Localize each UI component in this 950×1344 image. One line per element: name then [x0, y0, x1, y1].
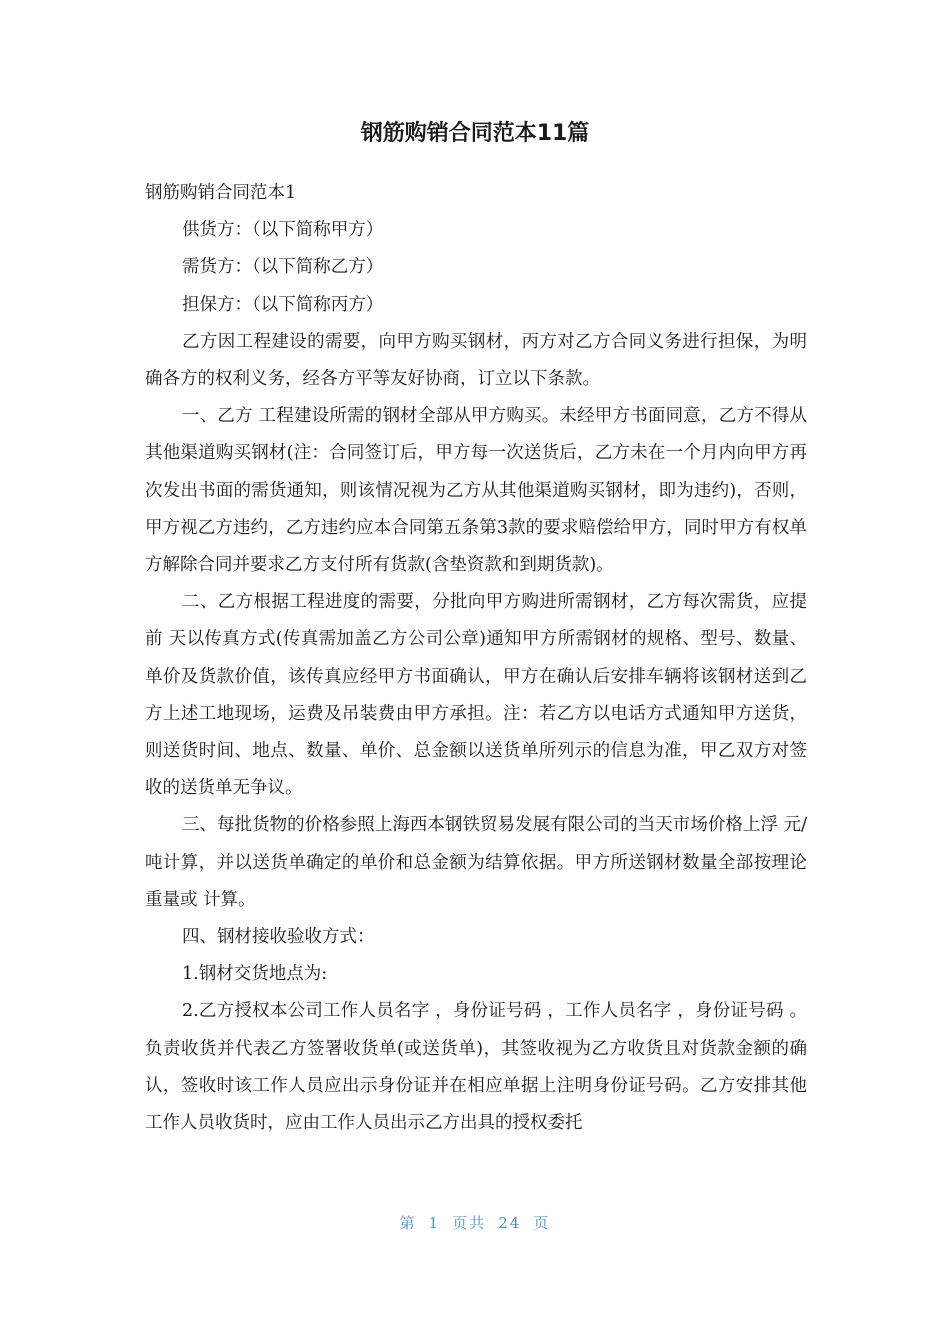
footer-suffix: 页	[533, 1214, 551, 1232]
paragraph-buyer: 需货方：（以下简称乙方）	[182, 257, 384, 278]
paragraph-supplier: 供货方：（以下简称甲方）	[182, 220, 384, 241]
paragraph-clause-4-1: 1.钢材交货地点为:	[182, 964, 328, 985]
document-body	[145, 175, 807, 1142]
paragraph-clause-3: 三、每批货物的价格参照上海西本钢铁贸易发展有限公司的当天市场价格上浮 元/吨计算，并以送货单确定的单价和总金额为结算依据。甲方所送钢材数量全部按理论重量或 计算。	[145, 815, 807, 910]
section-heading: 钢筋购销合同范本1	[145, 183, 297, 203]
paragraph-preamble: 乙方因工程建设的需要，向甲方购买钢材，丙方对乙方合同义务进行担保，为明确各方的权利义务，经各方平等友好协商，订立以下条款。	[145, 331, 807, 390]
document-title: 钢筋购销合同范本11篇	[360, 121, 590, 146]
paragraph-clause-4-2: 2.乙方授权本公司工作人员名字 ，身份证号码 ，工作人员名字 ，身份证号码 。负责收货并代表乙方签署收货单(或送货单)，其签收视为乙方收货且对货款金额的确认，签收时该工作人员应出示身份证并在相应单据上注明身份证号码。乙方安排其他工作人员收货时，应由工作人员出示乙方出具的授权委托	[145, 1001, 807, 1134]
paragraph-clause-2: 二、乙方根据工程进度的需要，分批向甲方购进所需钢材，乙方每次需货，应提前 天以传真方式(传真需加盖乙方公司公章)通知甲方所需钢材的规格、型号、数量、单价及货款价值，该传真应经甲方书面确认，甲方在确认后安排车辆将该钢材送到乙方上述工地现场，运费及吊装费由甲方承担。注：若乙方以电话方式通知甲方送货，则送货时间、地点、数量、单价、总金额以送货单所列示的信息为准，甲乙双方对签收的送货单无争议。	[145, 592, 807, 799]
page-footer	[0, 1209, 950, 1237]
paragraph-guarantor: 担保方：（以下简称丙方）	[182, 294, 384, 315]
footer-total-pages: 24	[498, 1214, 522, 1232]
footer-middle: 页共	[452, 1214, 487, 1232]
footer-current-page: 1	[428, 1214, 441, 1232]
paragraph-clause-4: 四、钢材接收验收方式：	[182, 927, 375, 948]
footer-prefix: 第	[399, 1214, 417, 1232]
paragraph-clause-1: 一、乙方 工程建设所需的钢材全部从甲方购买。未经甲方书面同意，乙方不得从其他渠道购买钢材(注：合同签订后，甲方每一次送货后，乙方未在一个月内向甲方再次发出书面的需货通知，则该情况视为乙方从其他渠道购买钢材，即为违约)，否则，甲方视乙方违约，乙方违约应本合同第五条第3款的要求赔偿给甲方，同时甲方有权单方解除合同并要求乙方支付所有货款(含垫资款和到期货款)。	[145, 406, 807, 576]
